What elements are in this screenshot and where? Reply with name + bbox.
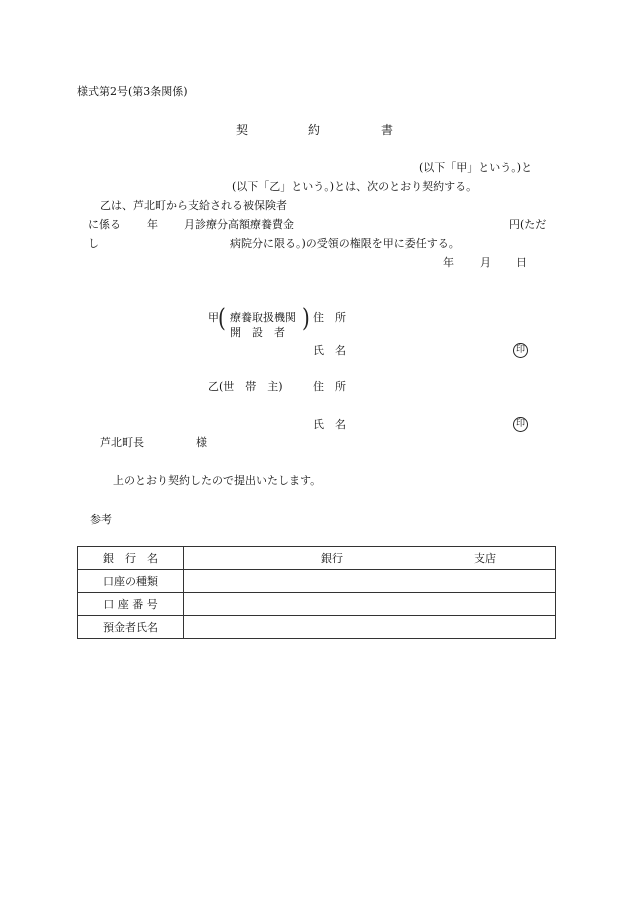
- submission-text: 上のとおり契約したので提出いたします。: [113, 474, 322, 487]
- body-line-2-year: 年: [147, 218, 158, 231]
- bank-suffix: 銀行: [321, 552, 343, 565]
- form-number: 様式第2号(第3条関係): [77, 85, 188, 98]
- addressee-honorific: 様: [196, 436, 207, 449]
- table-row: [78, 570, 556, 593]
- account-holder-label: 預金者氏名: [78, 616, 184, 639]
- title-char-2: 約: [308, 123, 321, 137]
- account-holder-field: [184, 616, 556, 639]
- account-type-field: [184, 570, 556, 593]
- body-line-2-yen: 円(ただ: [509, 218, 547, 231]
- title-char-3: 書: [381, 123, 394, 137]
- party-b-role: (世 帯 主): [219, 380, 283, 393]
- reference-label: 参考: [90, 513, 112, 526]
- intro-line-2: (以下「乙」という。)とは、次のとおり契約する。: [232, 180, 478, 193]
- party-a-seal-icon: 印: [513, 343, 528, 358]
- body-line-1: 乙は、芦北町から支給される被保険者: [100, 199, 287, 212]
- body-line-3-prefix: し: [88, 237, 99, 250]
- body-line-3: 病院分に限る。)の受領の権限を甲に委任する。: [230, 237, 460, 250]
- branch-suffix: 支店: [474, 552, 496, 565]
- title-char-1: 契: [236, 123, 249, 137]
- bank-account-table: [77, 546, 556, 639]
- account-type-label: 口座の種類: [78, 570, 184, 593]
- party-b-address-label: 住 所: [313, 380, 346, 393]
- right-brace-icon: ): [302, 302, 310, 333]
- table-row: [78, 547, 556, 570]
- party-a-role-line-1: 療養取扱機関: [230, 311, 296, 324]
- table-row: [78, 593, 556, 616]
- party-a-address-label: 住 所: [313, 311, 346, 324]
- party-b-seal-icon: 印: [513, 417, 528, 432]
- bank-name-field: [184, 547, 556, 570]
- date-month-label: 月: [480, 256, 491, 269]
- bank-name-label: 銀 行 名: [78, 547, 184, 570]
- date-year-label: 年: [443, 256, 454, 269]
- party-a-role-line-2: 開 設 者: [230, 326, 285, 339]
- party-b-prefix: 乙: [208, 380, 219, 393]
- intro-line-1: (以下「甲」という。)と: [419, 161, 533, 174]
- addressee-name: 芦北町長: [100, 436, 144, 449]
- date-day-label: 日: [516, 256, 527, 269]
- account-number-label: 口 座 番 号: [78, 593, 184, 616]
- party-a-prefix: 甲: [208, 311, 219, 324]
- party-a-name-label: 氏 名: [313, 344, 346, 357]
- body-line-2-amount-label: 月診療分高額療養費金: [184, 218, 294, 231]
- account-number-field: [184, 593, 556, 616]
- table-row: [78, 616, 556, 639]
- party-b-name-label: 氏 名: [313, 418, 346, 431]
- left-brace-icon: (: [218, 302, 226, 333]
- body-line-2-prefix: に係る: [88, 218, 121, 231]
